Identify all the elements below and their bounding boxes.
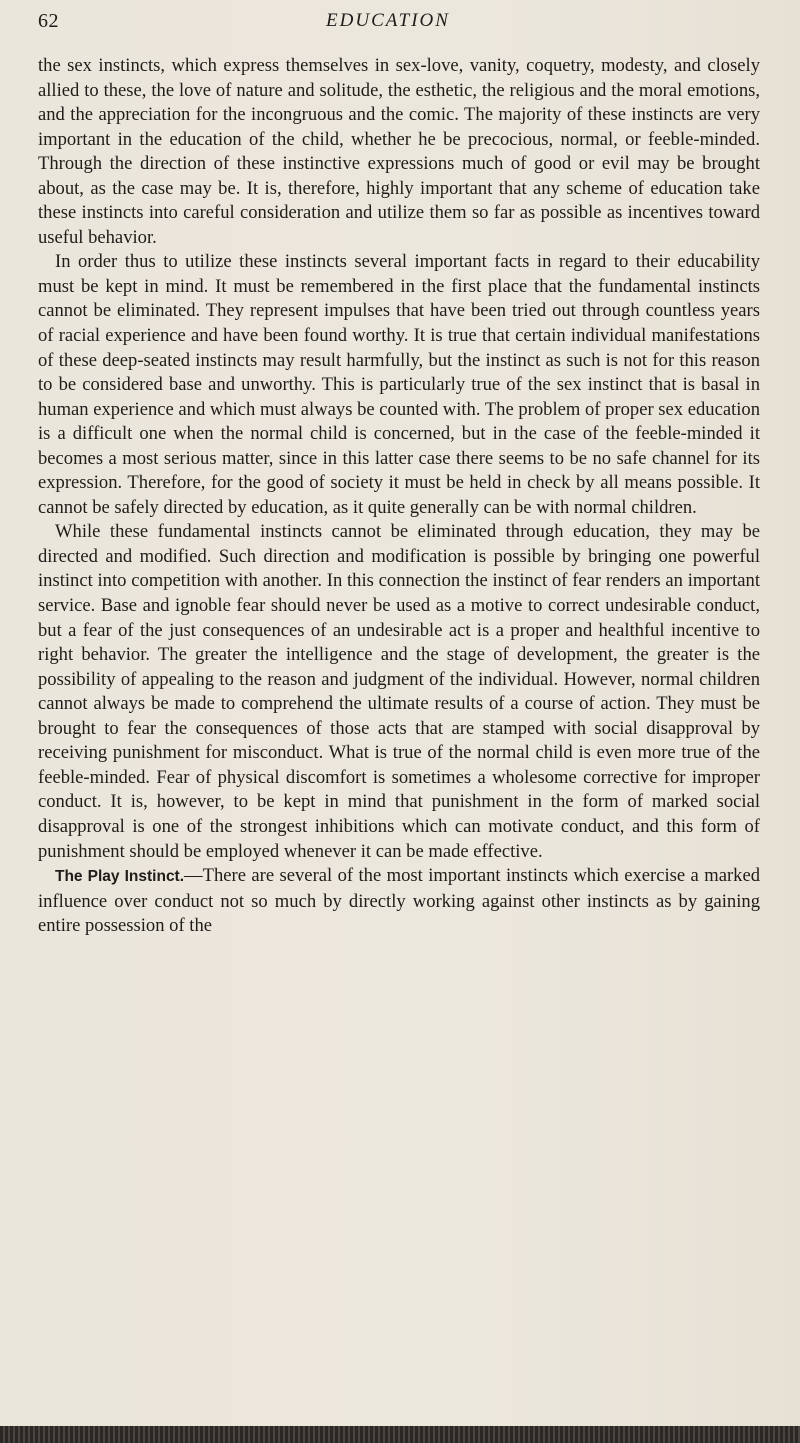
paragraph-play-instinct-text: —There are several of the most important instincts which exercise a marked influence over conduct not so much by directly working against other instincts as by gaining entire possession of the <box>38 865 760 937</box>
section-heading-play-instinct: The Play Instinct. <box>55 868 185 886</box>
page-header <box>38 10 738 38</box>
body-text <box>38 54 760 939</box>
running-head: EDUCATION <box>326 10 450 31</box>
paragraph-direction-modification: While these fundamental instincts cannot be eliminated through education, they may be directed and modified. Such direction and modification is possible by bringing one powerful instinct into competition with another. In this connection the instinct of fear renders an important service. Base and ignoble fear should never be used as a motive to correct undesirable conduct, but a fear of the just consequences of an undesirable act is a proper and healthful incentive to right behavior. The greater the intelligence and the stage of development, the greater is the possibility of appealing to the reason and judgment of the individual. However, normal children cannot always be made to comprehend the ultimate results of a course of action. They must be brought to fear the consequences of those acts that are stamped with social disapproval by receiving punishment for misconduct. What is true of the normal child is even more true of the feeble-minded. Fear of physical discomfort is sometimes a wholesome corrective for improper conduct. It is, however, to be kept in mind that punishment in the form of marked social disapproval is one of the strongest inhibitions which can motivate conduct, and this form of punishment should be employed whenever it can be made effective. <box>38 521 760 862</box>
page-bottom-edge <box>0 1426 800 1443</box>
page-number: 62 <box>38 10 59 32</box>
paragraph-educability: In order thus to utilize these instincts several important facts in regard to their educability must be kept in mind. It must be remembered in the first place that the fundamental instincts cannot be eliminated. They represent impulses that have been tried out through countless years of racial experience and have been found worthy. It is true that certain individual manifestations of these deep-seated instincts may result harmfully, but the instinct as such is not for this reason to be considered base and unworthy. This is particularly true of the sex instinct that is basal in human experience and which must always be counted with. The problem of proper sex education is a difficult one when the normal child is concerned, but in the case of the feeble-minded it becomes a most serious matter, since in this latter case there seems to be no safe channel for its expression. Therefore, for the good of society it must be held in check by all means possible. It cannot be safely directed by education, as it quite generally can be with normal children. <box>38 251 761 518</box>
paragraph-instincts-intro: the sex instincts, which express themselves in sex-love, vanity, coquetry, modesty, and closely allied to these, the love of nature and solitude, the esthetic, the religious and the moral emotions, and the appreciation for the incongruous and the comic. The majority of these instincts are very important in the education of the child, whether he be precocious, normal, or feeble-minded. Through the direction of these instinctive expressions much of good or evil may be brought about, as the case may be. It is, therefore, highly important that any scheme of education take these instincts into careful consideration and utilize them so far as possible as incentives toward useful behavior. <box>38 55 760 248</box>
paragraph-play-instinct <box>38 864 760 939</box>
